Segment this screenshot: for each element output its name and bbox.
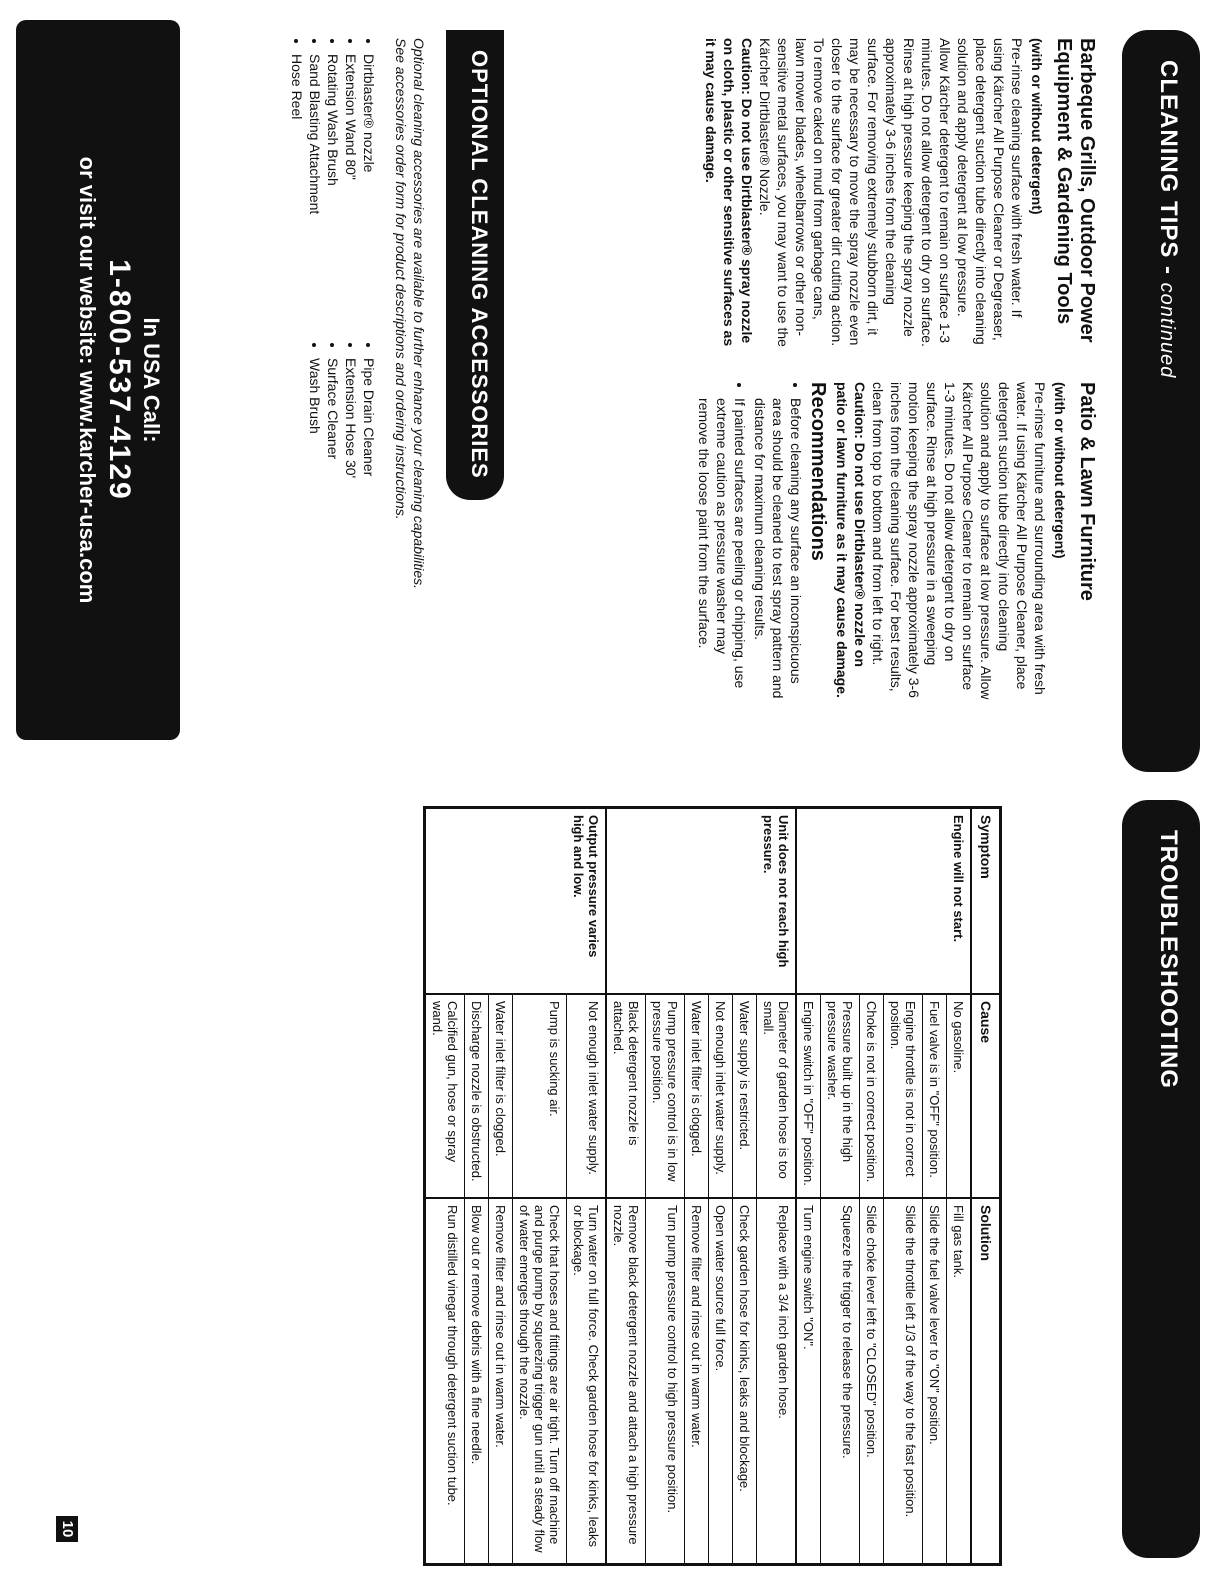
table-header-row xyxy=(971,808,1001,1565)
solution-cell: Slide choke lever left to "CLOSED" position. xyxy=(860,1198,884,1565)
symptom-cell: Engine will not start. xyxy=(796,808,971,995)
solution-cell: Remove filter and rinse out in warm water. xyxy=(489,1198,513,1565)
cause-cell: Pressure built up in the high pressure washer. xyxy=(821,994,860,1198)
solution-cell: Run distilled vinegar through detergent suction tube. xyxy=(425,1198,465,1565)
accessories-intro-line-2: See accessories order form for product descriptions and ordering instructions. xyxy=(393,38,409,520)
list-item: • Dirtblaster® nozzle xyxy=(360,54,378,354)
list-item: • Hose Reel xyxy=(288,54,306,354)
troubleshooting-header: TROUBLESHOOTING xyxy=(1122,800,1200,1558)
list-item: • Sand Blasting Attachment xyxy=(306,54,324,354)
cause-header: Cause xyxy=(971,994,1001,1198)
patio-heading: Patio & Lawn Furniture xyxy=(1076,382,1098,601)
accessories-list-1 xyxy=(288,38,378,354)
list-item: • If painted surfaces are peeling or chipping, use extreme caution as pressure washer may remove the loose paint from the surface. xyxy=(695,398,749,702)
bbq-caution: Caution: Do not use Dirtblaster® spray nozzle on cloth, plastic or other sensitive surfaces as it may cause damage. xyxy=(703,38,755,347)
bbq-body: Pre-rinse cleaning surface with fresh water. If using Kärcher All Purpose Cleaner or Degreaser, place detergent suction tube directly into cleaning solution and apply detergent at low pressure. Allow Kärcher detergent to remain on surface 1-3 minutes. Do not allow detergent to dry on surface. Rinse at high pressure keeping the spray nozzle approximately 3-6 inches from the cleaning surface. For removing extremely stubborn dirt, it may be necessary to move the spray nozzle even closer to the surface for greater dirt cutting action. To remove caked on mud from garbage cans, lawn mower blades, wheelbarrows or other non-sensitive metal surfaces, you may want to use the Kärcher Dirtblaster® Nozzle. xyxy=(757,38,1025,347)
list-item: • Before cleaning any surface an inconspicuous area should be cleaned to test spray pattern and distance for maximum cleaning results. xyxy=(751,398,805,702)
list-item: • Pipe Drain Cleaner xyxy=(360,358,378,658)
solution-header: Solution xyxy=(971,1198,1001,1565)
accessories-intro xyxy=(392,38,428,678)
cause-cell: Water supply is restricted. xyxy=(733,994,757,1198)
bbq-heading: Barbeque Grills, Outdoor Power Equipment & Gardening Tools xyxy=(1053,38,1098,343)
solution-cell: Squeeze the trigger to release the pressure. xyxy=(821,1198,860,1565)
solution-cell: Turn water on full force. Check garden hose for kinks, leaks or blockage. xyxy=(567,1198,607,1565)
cause-cell: Not enough inlet water supply. xyxy=(709,994,733,1198)
cause-cell: No gasoline. xyxy=(947,994,972,1198)
accessories-header: OPTIONAL CLEANING ACCESSORIES xyxy=(446,30,504,500)
solution-cell: Check that hoses and fittings are air tight. Turn off machine and purge pump by squeezing trigger gun until a steady flow of water emerges through the nozzle. xyxy=(513,1198,567,1565)
continued-label: continued xyxy=(1156,282,1178,379)
cause-cell: Water inlet filter is clogged. xyxy=(489,994,513,1198)
list-item: • Surface Cleaner xyxy=(324,358,342,658)
bbq-section xyxy=(702,38,1098,350)
cause-cell: Water inlet filter is clogged. xyxy=(685,994,709,1198)
solution-cell: Remove filter and rinse out in warm water. xyxy=(685,1198,709,1565)
cause-cell: Black detergent nozzle is attached. xyxy=(606,994,646,1198)
solution-cell: Check garden hose for kinks, leaks and blockage. xyxy=(733,1198,757,1565)
cause-cell: Engine switch in "OFF" position. xyxy=(796,994,821,1198)
solution-cell: Slide the fuel valve lever to "ON" position. xyxy=(923,1198,947,1565)
solution-cell: Slide the throttle left 1/3 of the way to the fast position. xyxy=(884,1198,923,1565)
cause-cell: Choke is not in correct position. xyxy=(860,994,884,1198)
cause-cell: Calcified gun, hose or spray wand. xyxy=(425,994,465,1198)
cause-cell: Pump pressure control is in low pressure position. xyxy=(646,994,685,1198)
cause-cell: Diameter of garden hose is too small. xyxy=(757,994,797,1198)
contact-website: or visit our website: www.karcher-usa.com xyxy=(75,156,100,604)
accessories-list-2 xyxy=(306,342,378,658)
table-row xyxy=(947,808,972,1565)
cleaning-tips-title: CLEANING TIPS - xyxy=(1155,60,1182,283)
cause-cell: Not enough inlet water supply. xyxy=(567,994,607,1198)
cause-cell: Discharge nozzle is obstructed. xyxy=(465,994,489,1198)
recommendations-heading: Recommendations xyxy=(807,382,829,561)
patio-body: Pre-rinse furniture and surrounding area with fresh water. If using Kärcher All Purpose Cleaner, place detergent suction tube directly into cleaning solution and apply to surface at low pressure. Allow Kärcher All Purpose Cleaner to remain on surface 1-3 minutes. Do not allow detergent to dry on surface. Rinse at high pressure in a sweeping motion keeping the spray nozzle approximately 3-6 inches from the cleaning surface. For best results, clean from top to bottom and from left to right. xyxy=(870,382,1048,700)
symptom-cell: Output pressure varies high and low. xyxy=(425,808,607,995)
solution-cell: Turn engine switch "ON". xyxy=(796,1198,821,1565)
contact-phone: 1-800-537-4129 xyxy=(103,259,136,501)
contact-call-label: In USA Call: xyxy=(139,317,164,443)
solution-cell: Blow out or remove debris with a fine needle. xyxy=(465,1198,489,1565)
patio-section xyxy=(693,382,1098,702)
table-row xyxy=(757,808,797,1565)
bbq-subheading: (with or without detergent) xyxy=(1029,38,1045,215)
recommendations-list xyxy=(695,382,805,702)
troubleshooting-table xyxy=(423,806,1002,1566)
table-row xyxy=(567,808,607,1565)
solution-cell: Fill gas tank. xyxy=(947,1198,972,1565)
solution-cell: Replace with a 3/4 inch garden hose. xyxy=(757,1198,797,1565)
list-item: • Rotating Wash Brush xyxy=(324,54,342,354)
cause-cell: Engine throttle is not in correct position. xyxy=(884,994,923,1198)
patio-subheading: (with or without detergent) xyxy=(1052,382,1068,559)
solution-cell: Open water source full force. xyxy=(709,1198,733,1565)
page-number: 10 xyxy=(56,1516,78,1542)
symptom-header: Symptom xyxy=(971,808,1001,995)
list-item: • Extension Wand 80" xyxy=(342,54,360,354)
solution-cell: Remove black detergent nozzle and attach a high pressure nozzle. xyxy=(606,1198,646,1565)
cleaning-tips-header xyxy=(1122,30,1200,772)
solution-cell: Turn pump pressure control to high pressure position. xyxy=(646,1198,685,1565)
list-item: • Wash Brush xyxy=(306,358,324,658)
accessories-intro-line-1: Optional cleaning accessories are available to further enhance your cleaning capabilities. xyxy=(411,38,427,589)
patio-caution: Caution: Do not use Dirtblaster® nozzle on patio or lawn furniture as it may cause damage. xyxy=(834,382,868,698)
contact-box xyxy=(16,20,180,740)
cause-cell: Fuel valve is in "OFF" position. xyxy=(923,994,947,1198)
symptom-cell: Unit does not reach high pressure. xyxy=(606,808,796,995)
cause-cell: Pump is sucking air. xyxy=(513,994,567,1198)
list-item: • Extension Hose 30' xyxy=(342,358,360,658)
